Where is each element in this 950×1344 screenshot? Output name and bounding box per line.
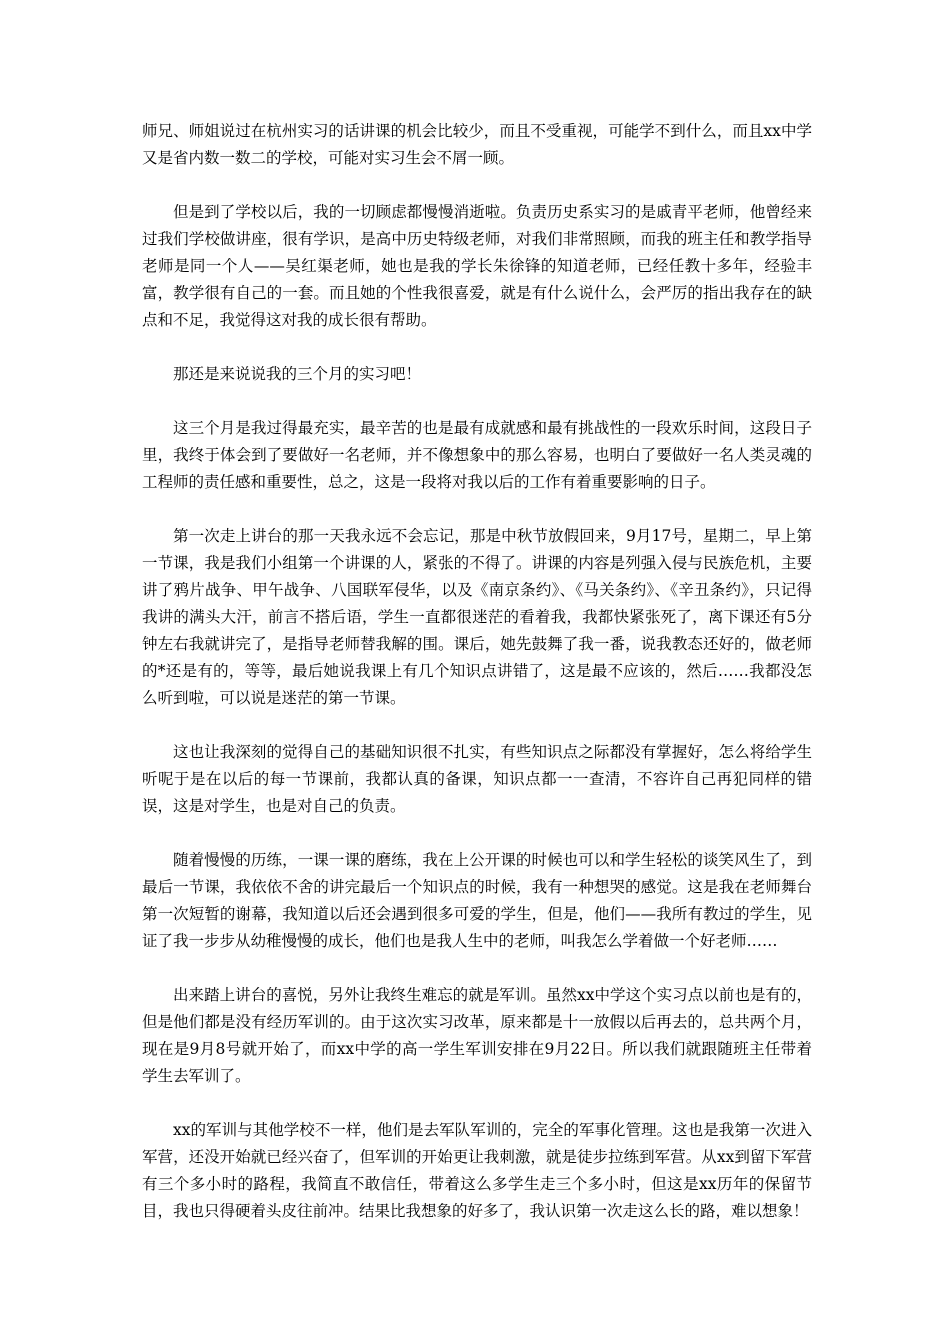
paragraph-1: 师兄、师姐说过在杭州实习的话讲课的机会比较少，而且不受重视，可能学不到什么，而且xx中学又是省内数一数二的学校，可能对实习生会不屑一顾。: [142, 122, 812, 167]
paragraph-6: 这也让我深刻的觉得自己的基础知识很不扎实，有些知识点之际都没有掌握好，怎么将给学生听呢于是在以后的每一节课前，我都认真的备课，知识点都一一查清，不容许自己再犯同样的错误，这是对学生，也是对自己的负责。: [142, 743, 812, 815]
paragraph-2: 但是到了学校以后，我的一切顾虑都慢慢消逝啦。负责历史系实习的是戚青平老师，他曾经来过我们学校做讲座，很有学识，是高中历史特级老师，对我们非常照顾，而我的班主任和教学指导老师是同一个人——吴红渠老师，她也是我的学长朱徐锋的知道老师，已经任教十多年，经验丰富，教学很有自己的一套。而且她的个性我很喜爱，就是有什么说什么，会严厉的指出我存在的缺点和不足，我觉得这对我的成长很有帮助。: [142, 203, 812, 329]
paragraph-9: xx的军训与其他学校不一样，他们是去军队军训的，完全的军事化管理。这也是我第一次进入军营，还没开始就已经兴奋了，但军训的开始更让我刺激，就是徒步拉练到军营。从xx到留下军营有三个多小时的路程，我简直不敢信任，带着这么多学生走三个多小时，但这是xx历年的保留节目，我也只得硬着头皮往前冲。结果比我想象的好多了，我认识第一次走这么长的路，难以想象！: [142, 1121, 812, 1220]
paragraph-8: 出来踏上讲台的喜悦，另外让我终生难忘的就是军训。虽然xx中学这个实习点以前也是有的，但是他们都是没有经历军训的。由于这次实习改革，原来都是十一放假以后再去的，总共两个月，现在是9月8号就开始了，而xx中学的高一学生军训安排在9月22日。所以我们就跟随班主任带着学生去军训了。: [142, 986, 812, 1085]
paragraph-4: 这三个月是我过得最充实，最辛苦的也是最有成就感和最有挑战性的一段欢乐时间，这段日子里，我终于体会到了要做好一名老师，并不像想象中的那么容易，也明白了要做好一名人类灵魂的工程师的责任感和重要性，总之，这是一段将对我以后的工作有着重要影响的日子。: [142, 419, 812, 491]
paragraph-7: 随着慢慢的历练，一课一课的磨练，我在上公开课的时候也可以和学生轻松的谈笑风生了，到最后一节课，我依依不舍的讲完最后一个知识点的时候，我有一种想哭的感觉。这是我在老师舞台第一次短暂的谢幕，我知道以后还会遇到很多可爱的学生，但是，他们——我所有教过的学生，见证了我一步步从幼稚慢慢的成长，他们也是我人生中的老师，叫我怎么学着做一个好老师……: [142, 851, 812, 950]
paragraph-3: 那还是来说说我的三个月的实习吧！: [173, 365, 422, 383]
document-body: [142, 118, 812, 1252]
paragraph-5: 第一次走上讲台的那一天我永远不会忘记，那是中秋节放假回来，9月17号，星期二，早上第一节课，我是我们小组第一个讲课的人，紧张的不得了。讲课的内容是列强入侵与民族危机，主要讲了鸦片战争、甲午战争、八国联军侵华，以及《南京条约》、《马关条约》、《辛丑条约》，只记得我讲的满头大汗，前言不搭后语，学生一直都很迷茫的看着我，我都快紧张死了，离下课还有5分钟左右我就讲完了，是指导老师替我解的围。课后，她先鼓舞了我一番，说我教态还好的，做老师的*还是有的，等等，最后她说我课上有几个知识点讲错了，这是最不应该的，然后……我都没怎么听到啦，可以说是迷茫的第一节课。: [142, 527, 812, 707]
